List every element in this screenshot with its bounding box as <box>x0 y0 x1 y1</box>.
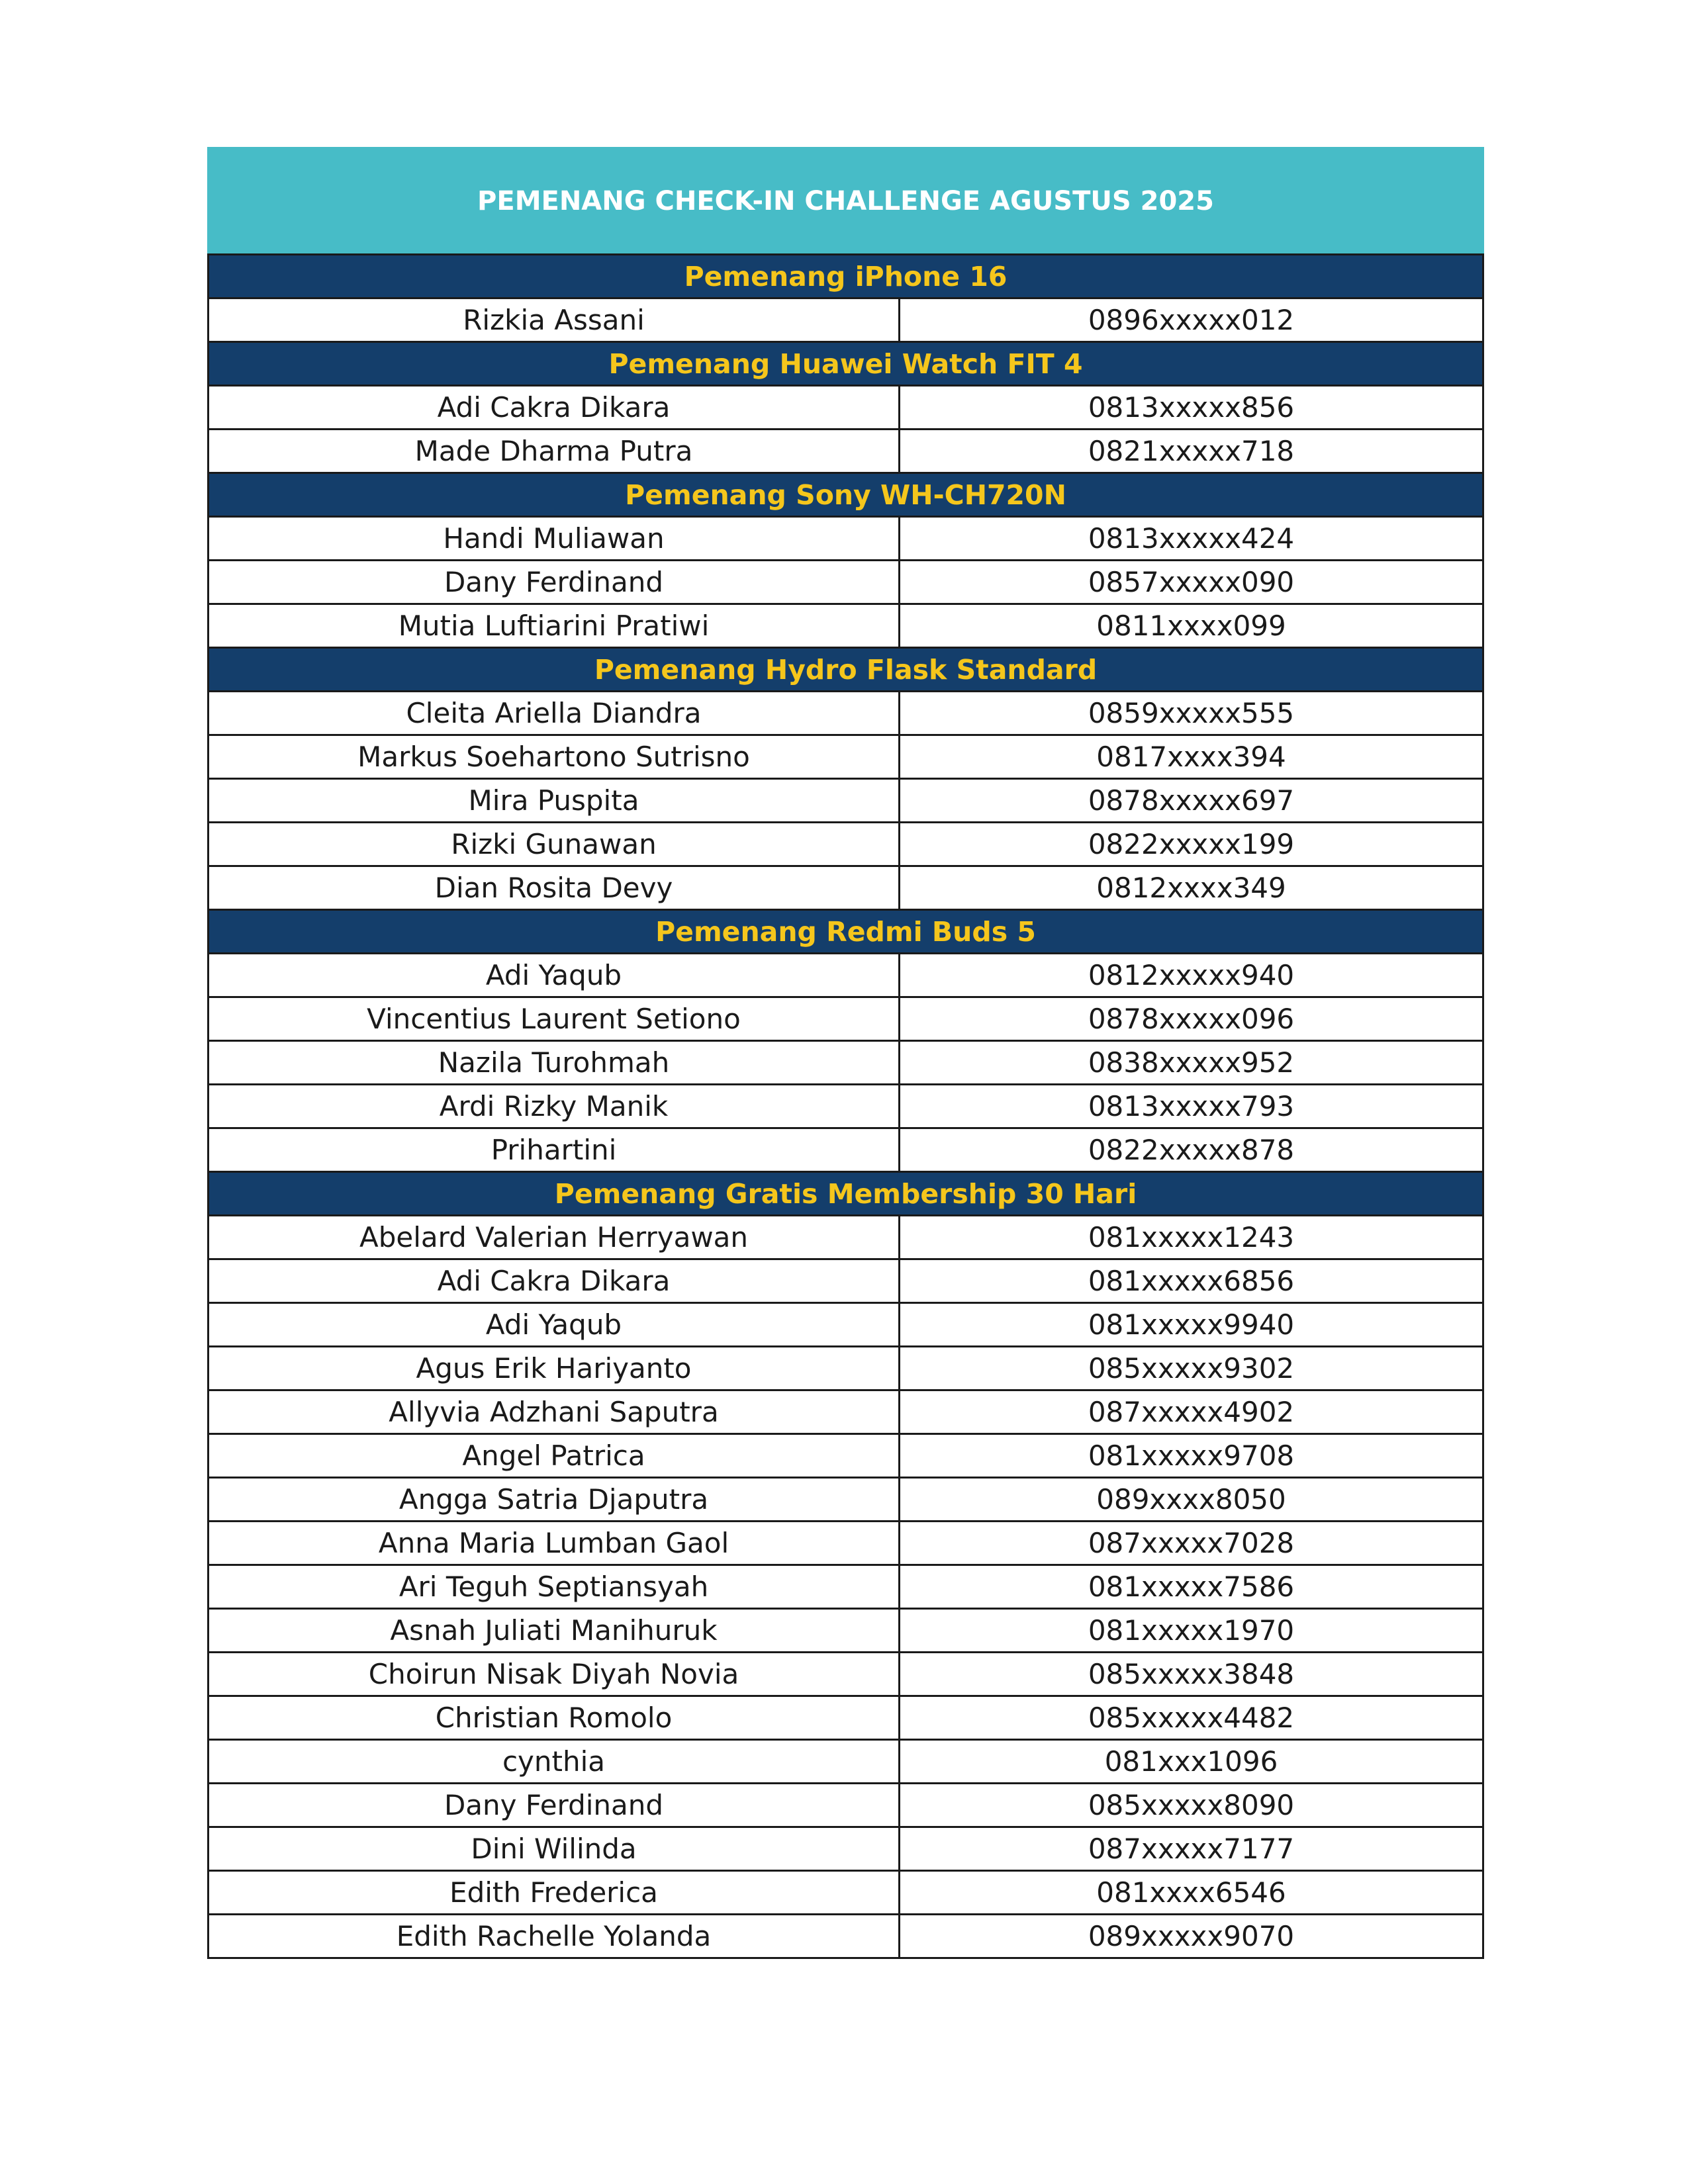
table-title: PEMENANG CHECK-IN CHALLENGE AGUSTUS 2025 <box>209 148 1483 255</box>
winner-row <box>209 1347 1483 1390</box>
winner-name: cynthia <box>209 1740 900 1784</box>
winner-name: Dian Rosita Devy <box>209 866 900 910</box>
winner-row <box>209 298 1483 342</box>
winner-name: Rizki Gunawan <box>209 823 900 866</box>
winner-row <box>209 1740 1483 1784</box>
winner-name: Christian Romolo <box>209 1696 900 1740</box>
winner-phone: 085xxxxx4482 <box>900 1696 1483 1740</box>
winner-phone: 081xxxxx6856 <box>900 1259 1483 1303</box>
winner-phone: 089xxxxx9070 <box>900 1915 1483 1958</box>
section-header-row <box>209 648 1483 692</box>
winner-phone: 0817xxxx394 <box>900 735 1483 779</box>
winner-phone: 081xxxxx9940 <box>900 1303 1483 1347</box>
winner-phone: 0821xxxxx718 <box>900 430 1483 473</box>
winner-row <box>209 1303 1483 1347</box>
winner-phone: 081xxx1096 <box>900 1740 1483 1784</box>
table-body <box>209 148 1483 1958</box>
winner-row <box>209 1871 1483 1915</box>
section-header-row <box>209 1172 1483 1216</box>
winner-name: Angel Patrica <box>209 1434 900 1478</box>
winner-name: Adi Cakra Dikara <box>209 1259 900 1303</box>
section-header-row <box>209 910 1483 954</box>
winner-phone: 0878xxxxx096 <box>900 997 1483 1041</box>
winner-name: Ardi Rizky Manik <box>209 1085 900 1128</box>
winner-phone: 087xxxxx7028 <box>900 1522 1483 1565</box>
winner-phone: 081xxxxx1243 <box>900 1216 1483 1259</box>
winner-name: Anna Maria Lumban Gaol <box>209 1522 900 1565</box>
winner-row <box>209 1522 1483 1565</box>
winner-row <box>209 1216 1483 1259</box>
winner-row <box>209 779 1483 823</box>
winner-row <box>209 604 1483 648</box>
winner-phone: 0812xxxx349 <box>900 866 1483 910</box>
winner-name: Prihartini <box>209 1128 900 1172</box>
winner-name: Mutia Luftiarini Pratiwi <box>209 604 900 648</box>
winner-phone: 081xxxxx9708 <box>900 1434 1483 1478</box>
winner-row <box>209 1696 1483 1740</box>
winner-row <box>209 1915 1483 1958</box>
winner-name: Edith Rachelle Yolanda <box>209 1915 900 1958</box>
winner-phone: 0878xxxxx697 <box>900 779 1483 823</box>
winner-row <box>209 561 1483 604</box>
winner-row <box>209 997 1483 1041</box>
section-heading: Pemenang iPhone 16 <box>209 255 1483 298</box>
winner-phone: 085xxxxx8090 <box>900 1784 1483 1827</box>
winner-row <box>209 1434 1483 1478</box>
winner-name: Adi Yaqub <box>209 1303 900 1347</box>
winner-name: Mira Puspita <box>209 779 900 823</box>
winner-row <box>209 1565 1483 1609</box>
winner-row <box>209 517 1483 561</box>
winner-name: Vincentius Laurent Setiono <box>209 997 900 1041</box>
winner-row <box>209 823 1483 866</box>
winner-row <box>209 692 1483 735</box>
winner-name: Dany Ferdinand <box>209 561 900 604</box>
winner-name: Choirun Nisak Diyah Novia <box>209 1653 900 1696</box>
winner-phone: 0813xxxxx793 <box>900 1085 1483 1128</box>
winner-phone: 087xxxxx4902 <box>900 1390 1483 1434</box>
winner-phone: 0822xxxxx199 <box>900 823 1483 866</box>
winner-name: Nazila Turohmah <box>209 1041 900 1085</box>
winner-phone: 085xxxxx3848 <box>900 1653 1483 1696</box>
winner-row <box>209 735 1483 779</box>
winner-row <box>209 954 1483 997</box>
winner-name: Allyvia Adzhani Saputra <box>209 1390 900 1434</box>
winner-name: Abelard Valerian Herryawan <box>209 1216 900 1259</box>
section-header-row <box>209 342 1483 386</box>
winner-row <box>209 1609 1483 1653</box>
winner-phone: 0857xxxxx090 <box>900 561 1483 604</box>
winner-row <box>209 1827 1483 1871</box>
winner-phone: 081xxxxx1970 <box>900 1609 1483 1653</box>
winner-phone: 089xxxx8050 <box>900 1478 1483 1522</box>
winner-row <box>209 1259 1483 1303</box>
section-heading: Pemenang Redmi Buds 5 <box>209 910 1483 954</box>
section-header-row <box>209 473 1483 517</box>
winner-phone: 0813xxxxx424 <box>900 517 1483 561</box>
winner-phone: 0896xxxxx012 <box>900 298 1483 342</box>
winners-table <box>207 147 1484 1959</box>
winner-row <box>209 1041 1483 1085</box>
winner-name: Cleita Ariella Diandra <box>209 692 900 735</box>
winner-phone: 087xxxxx7177 <box>900 1827 1483 1871</box>
winner-row <box>209 1085 1483 1128</box>
winner-name: Adi Yaqub <box>209 954 900 997</box>
winner-name: Dany Ferdinand <box>209 1784 900 1827</box>
section-heading: Pemenang Huawei Watch FIT 4 <box>209 342 1483 386</box>
title-row <box>209 148 1483 255</box>
winner-name: Rizkia Assani <box>209 298 900 342</box>
section-heading: Pemenang Gratis Membership 30 Hari <box>209 1172 1483 1216</box>
winner-name: Angga Satria Djaputra <box>209 1478 900 1522</box>
winner-phone: 0859xxxxx555 <box>900 692 1483 735</box>
winner-row <box>209 430 1483 473</box>
winner-row <box>209 1653 1483 1696</box>
winner-row <box>209 866 1483 910</box>
section-heading: Pemenang Sony WH-CH720N <box>209 473 1483 517</box>
winner-name: Dini Wilinda <box>209 1827 900 1871</box>
winner-phone: 0811xxxx099 <box>900 604 1483 648</box>
winner-row <box>209 1478 1483 1522</box>
section-header-row <box>209 255 1483 298</box>
winner-row <box>209 1390 1483 1434</box>
winner-row <box>209 1784 1483 1827</box>
winner-name: Adi Cakra Dikara <box>209 386 900 430</box>
winner-name: Asnah Juliati Manihuruk <box>209 1609 900 1653</box>
winner-name: Markus Soehartono Sutrisno <box>209 735 900 779</box>
winner-phone: 0812xxxxx940 <box>900 954 1483 997</box>
winner-name: Edith Frederica <box>209 1871 900 1915</box>
winner-phone: 081xxxxx7586 <box>900 1565 1483 1609</box>
section-heading: Pemenang Hydro Flask Standard <box>209 648 1483 692</box>
winner-name: Handi Muliawan <box>209 517 900 561</box>
winner-row <box>209 1128 1483 1172</box>
winner-row <box>209 386 1483 430</box>
winner-phone: 0813xxxxx856 <box>900 386 1483 430</box>
winner-phone: 0822xxxxx878 <box>900 1128 1483 1172</box>
winner-phone: 0838xxxxx952 <box>900 1041 1483 1085</box>
winner-name: Made Dharma Putra <box>209 430 900 473</box>
winner-name: Agus Erik Hariyanto <box>209 1347 900 1390</box>
winner-phone: 081xxxx6546 <box>900 1871 1483 1915</box>
winner-name: Ari Teguh Septiansyah <box>209 1565 900 1609</box>
winner-phone: 085xxxxx9302 <box>900 1347 1483 1390</box>
